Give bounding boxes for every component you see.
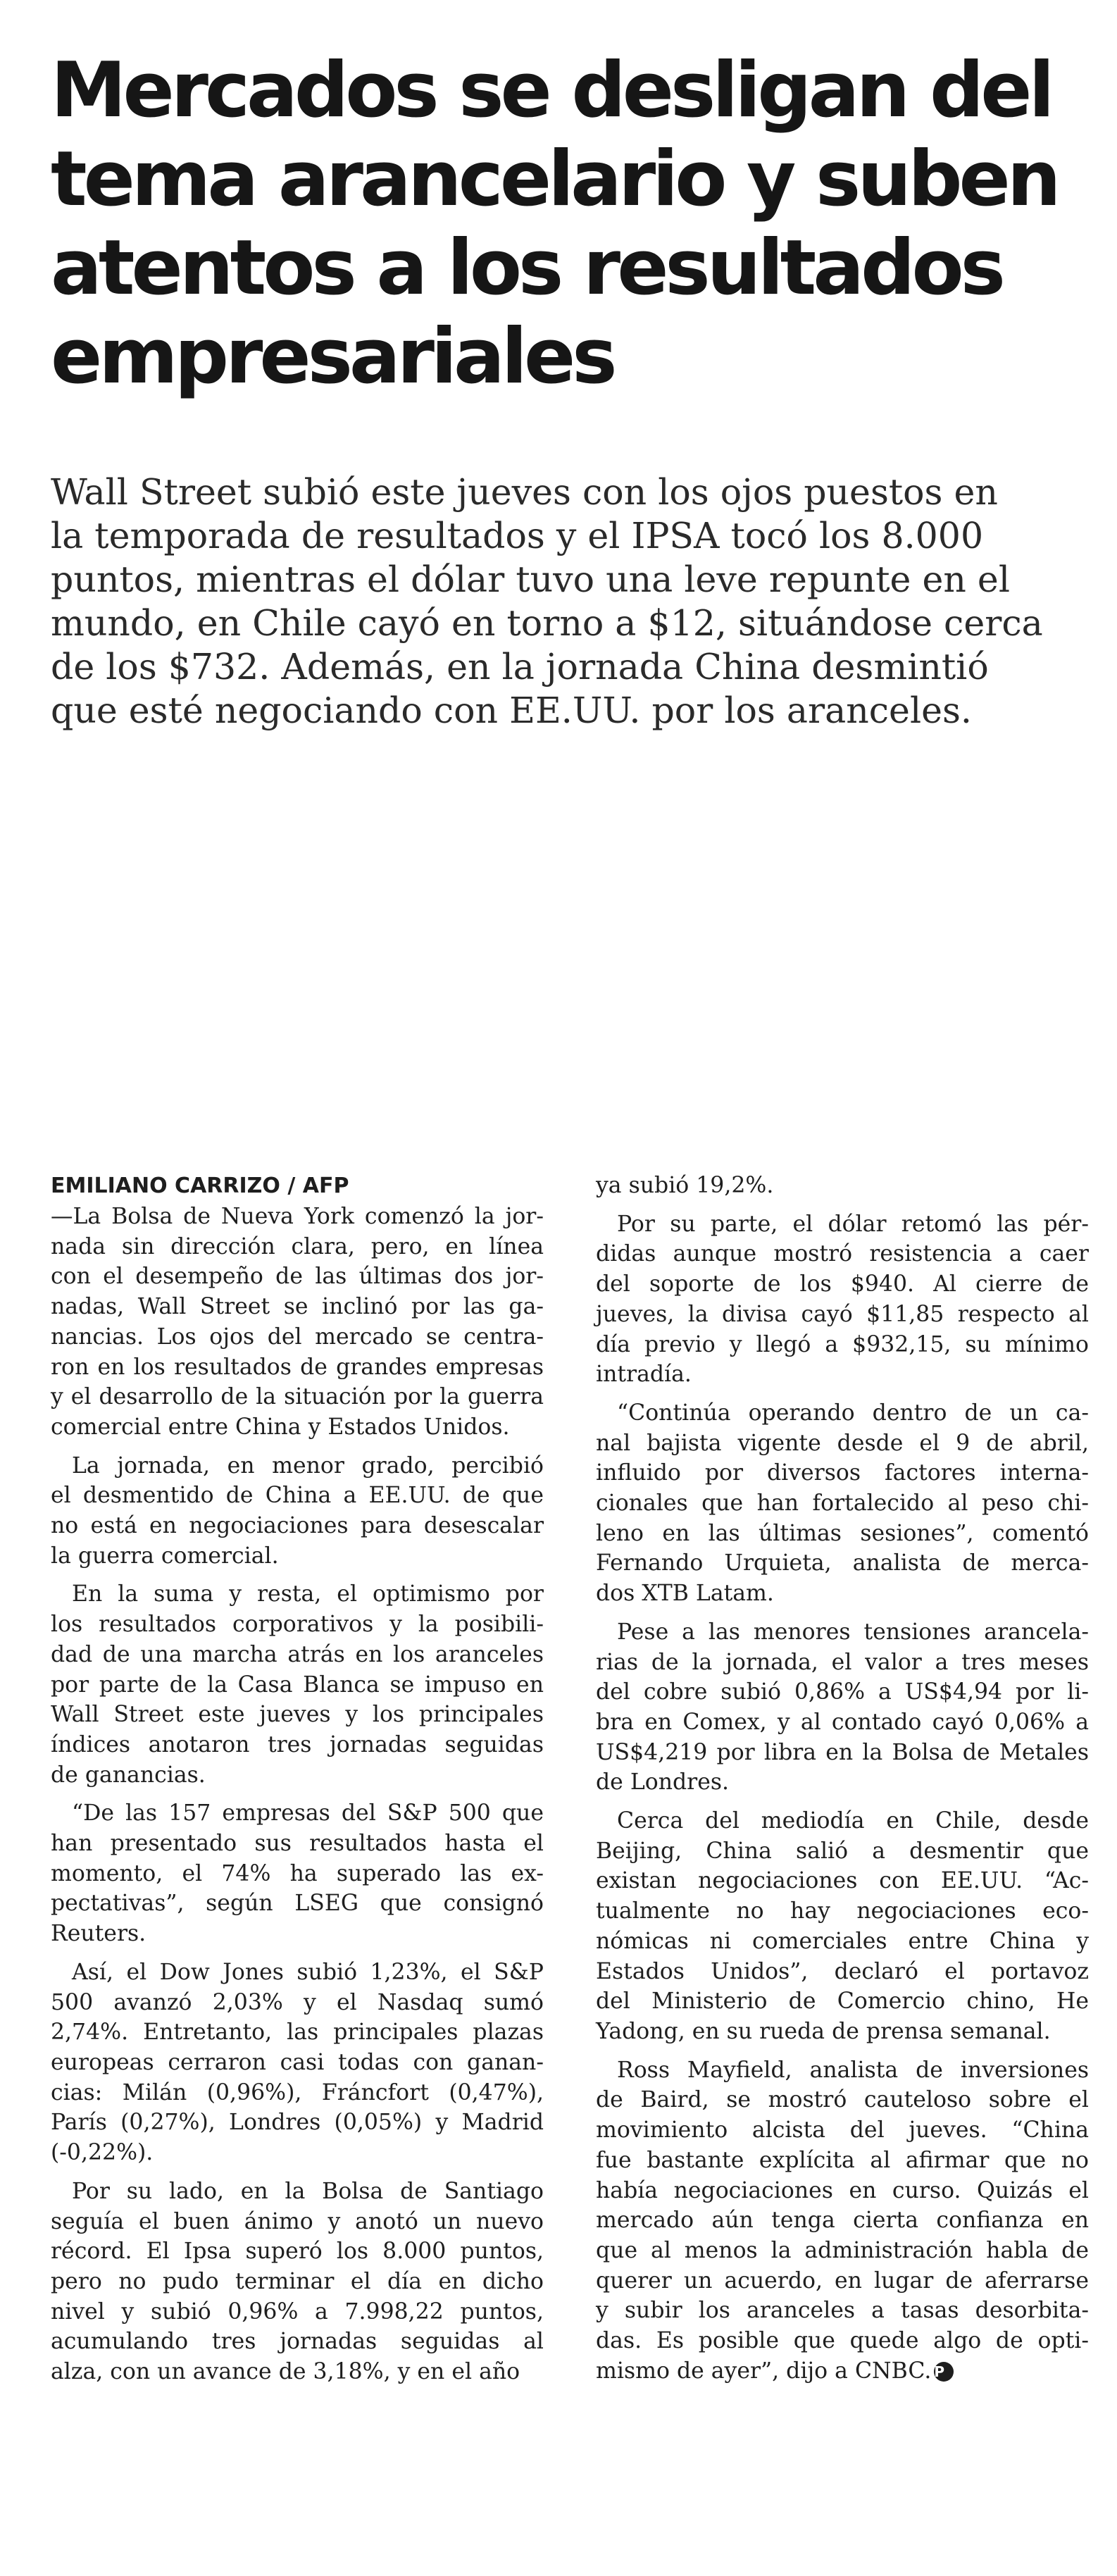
body-line: Por su lado, en la Bolsa de Santiago (72, 2178, 544, 2204)
body-line: La jornada, en menor grado, percibió (72, 1452, 544, 1479)
body-line: y el desarrollo de la situación por la guerra (51, 1384, 544, 1410)
body-line: y subir los aranceles a tasas desorbita- (596, 2298, 1089, 2324)
body-line: europeas cerraron casi todas con ganan- (51, 2049, 544, 2075)
lead-line: de los $732. Además, en la jornada China desmintió (51, 646, 989, 687)
body-line: récord. El Ipsa superó los 8.000 puntos, (51, 2239, 544, 2265)
body-line: En la suma y resta, el optimismo por (72, 1581, 544, 1607)
end-of-article-icon: P (934, 2362, 954, 2382)
body-line: 500 avanzó 2,03% y el Nasdaq sumó (51, 1989, 544, 2015)
body-line: París (0,27%), Londres (0,05%) y Madrid (51, 2110, 544, 2136)
headline-line: empresariales (51, 313, 614, 401)
body-line: índices anotaron tres jornadas seguidas (51, 1731, 544, 1757)
body-line: Pese a las menores tensiones arancela- (617, 1619, 1089, 1645)
body-paragraph (596, 2055, 1089, 2387)
body-paragraph (51, 1798, 544, 1949)
body-paragraph (596, 1617, 1089, 1798)
body-line: el desmentido de China a EE.UU. de que (51, 1483, 544, 1509)
lead-line: que esté negociando con EE.UU. por los aranceles. (51, 690, 972, 731)
body-line: seguía el buen ánimo y anotó un nuevo (51, 2208, 544, 2234)
body-line: movimiento alcista del jueves. “China (596, 2117, 1089, 2143)
headline-line: Mercados se desligan del (51, 46, 1052, 135)
body-line: momento, el 74% ha superado las ex- (51, 1860, 544, 1886)
body-paragraph (596, 1398, 1089, 1609)
body-line: nadas, Wall Street se inclinó por las ga- (51, 1294, 544, 1320)
body-line: con el desempeño de las últimas dos jor- (51, 1264, 544, 1290)
body-line: ya subió 19,2%. (596, 1173, 774, 1198)
body-line: nómicas ni comerciales entre China y (596, 1928, 1089, 1954)
body-column-left (51, 1202, 544, 2396)
body-line: no está en negociaciones para desescalar (51, 1513, 544, 1539)
body-line: por parte de la Casa Blanca se impuso en (51, 1672, 544, 1698)
body-line: de Londres. (596, 1769, 730, 1796)
body-line: mismo de ayer”, dijo a CNBC. P (596, 2356, 1089, 2387)
body-line: mercado aún tenga cierta confianza en (596, 2208, 1089, 2234)
body-paragraph (51, 2177, 544, 2387)
body-paragraph (51, 1451, 544, 1572)
body-line: cias: Milán (0,96%), Fráncfort (0,47%), (51, 2079, 544, 2105)
lead-line: mundo, en Chile cayó en torno a $12, situándose cerca (51, 602, 1043, 644)
body-line: querer un acuerdo, en lugar de aferrarse (596, 2267, 1089, 2294)
body-line: pero no pudo terminar el día en dicho (51, 2268, 544, 2294)
body-line: cionales que han fortalecido al peso chi- (596, 1491, 1089, 1517)
body-line: rias de la jornada, el valor a tres meses (596, 1649, 1089, 1675)
body-line: los resultados corporativos y la posibili- (51, 1612, 544, 1638)
body-line: Ross Mayfield, analista de inversiones (617, 2057, 1089, 2083)
body-line: Reuters. (51, 1921, 146, 1947)
body-line: nada sin dirección clara, pero, en línea (51, 1233, 544, 1259)
body-line: (-0,22%). (51, 2140, 154, 2166)
body-column-right (596, 1171, 1089, 2394)
body-line: había negociaciones en curso. Quizás el (596, 2177, 1089, 2203)
body-line: das. Es posible que quede algo de opti- (596, 2328, 1089, 2354)
body-line: leno en las últimas sesiones”, comentó (596, 1520, 1089, 1546)
body-paragraph (51, 1579, 544, 1790)
body-line: intradía. (596, 1362, 692, 1388)
body-line: nancias. Los ojos del mercado se centra- (51, 1324, 544, 1350)
body-paragraph (51, 1202, 544, 1443)
body-line: fue bastante explícita al afirmar que no (596, 2147, 1089, 2173)
body-line: bra en Comex, y al contado cayó 0,06% a (596, 1709, 1089, 1735)
body-line: Beijing, China salió a desmentir que (596, 1838, 1089, 1864)
body-line: pectativas”, según LSEG que consignó (51, 1891, 544, 1917)
body-line: del cobre subió 0,86% a US$4,94 por li- (596, 1679, 1089, 1705)
lead-line: Wall Street subió este jueves con los ojos puestos en (51, 471, 998, 513)
body-line: Fernando Urquieta, analista de merca- (596, 1550, 1089, 1576)
lead-line: la temporada de resultados y el IPSA tocó los 8.000 (51, 515, 984, 556)
body-line: Estados Unidos”, declaró el portavoz (596, 1958, 1089, 1984)
body-line: existan negociaciones con EE.UU. “Ac- (596, 1868, 1089, 1894)
body-line: nal bajista vigente desde el 9 de abril, (596, 1430, 1089, 1456)
body-line: didas aunque mostró resistencia a caer (596, 1241, 1089, 1267)
headline (51, 46, 1086, 402)
body-line: Cerca del mediodía en Chile, desde (617, 1808, 1089, 1834)
body-paragraph (596, 1171, 1089, 1201)
body-line: “De las 157 empresas del S&P 500 que (72, 1800, 544, 1827)
body-line: Yadong, en su rueda de prensa semanal. (596, 2018, 1051, 2044)
body-line: del soporte de los $940. Al cierre de (596, 1271, 1089, 1298)
body-paragraph (51, 1958, 544, 2168)
body-line: dos XTB Latam. (596, 1581, 774, 1607)
body-line: nivel y subió 0,96% a 7.998,22 puntos, (51, 2298, 544, 2325)
body-line: 2,74%. Entretanto, las principales plazas (51, 2020, 544, 2046)
body-paragraph (596, 1806, 1089, 2047)
body-line: Wall Street este jueves y los principales (51, 1702, 544, 1728)
body-line: del Ministerio de Comercio chino, He (596, 1989, 1089, 2015)
body-line: “Continúa operando dentro de un ca- (617, 1400, 1089, 1426)
body-line: han presentado sus resultados hasta el (51, 1831, 544, 1857)
body-line: US$4,219 por libra en la Bolsa de Metales (596, 1739, 1089, 1765)
body-paragraph (596, 1209, 1089, 1390)
body-line: ron en los resultados de grandes empresas (51, 1354, 544, 1380)
body-line: de ganancias. (51, 1762, 206, 1788)
body-line: día previo y llegó a $932,15, su mínimo (596, 1331, 1089, 1357)
body-line: que al menos la administración habla de (596, 2237, 1089, 2263)
headline-line: atentos a los resultados (51, 224, 1002, 312)
byline: EMILIANO CARRIZO / AFP (51, 1174, 349, 1198)
body-line: jueves, la divisa cayó $11,85 respecto al (596, 1301, 1089, 1327)
body-line: dad de una marcha atrás en los aranceles (51, 1641, 544, 1667)
headline-line: tema arancelario y suben (51, 135, 1058, 223)
body-line: de Baird, se mostró cauteloso sobre el (596, 2087, 1089, 2113)
body-line: tualmente no hay negociaciones eco- (596, 1898, 1089, 1924)
body-line: comercial entre China y Estados Unidos. (51, 1414, 510, 1440)
body-line: influido por diversos factores interna- (596, 1460, 1089, 1486)
body-line: —La Bolsa de Nueva York comenzó la jor- (51, 1204, 544, 1229)
body-line: alza, con un avance de 3,18%, y en el año (51, 2359, 520, 2385)
body-line: Por su parte, el dólar retomó las pér- (617, 1211, 1089, 1237)
body-line: Así, el Dow Jones subió 1,23%, el S&P (72, 1959, 544, 1985)
lead-line: puntos, mientras el dólar tuvo una leve repunte en el (51, 559, 1010, 600)
lead-paragraph (51, 471, 1086, 733)
body-line: acumulando tres jornadas seguidas al (51, 2329, 544, 2355)
body-line: la guerra comercial. (51, 1543, 279, 1569)
